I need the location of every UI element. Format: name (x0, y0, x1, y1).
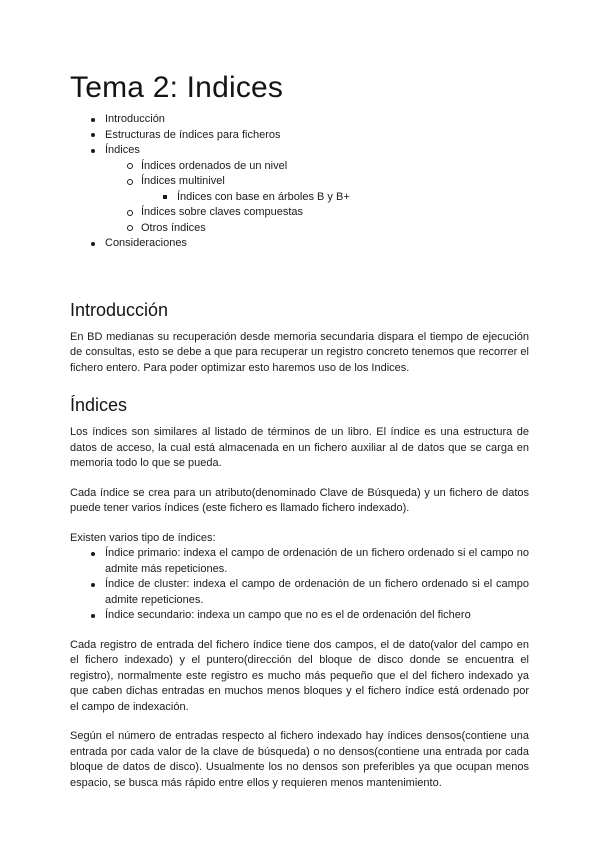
bullet-circle-icon (127, 221, 141, 237)
bullet-square-icon (163, 190, 177, 206)
bullet-disc-icon (91, 546, 105, 562)
outline-item (70, 236, 529, 252)
bullet-circle-icon (127, 159, 141, 175)
list-item-text: Índice secundario: indexa un campo que no es el de ordenación del fichero (105, 609, 471, 621)
bullet-disc-icon (91, 143, 105, 159)
paragraph: Cada registro de entrada del fichero índice tiene dos campos, el de dato(valor del campo en el fichero indexado) y el puntero(dirección del bloque de disco donde se encuentra el registro), normalmente este registro es mucho más pequeño que el del fichero indexado ya que caben dichas entradas en muchos menos bloques y el fichero índice está ordenado por el campo de indexación. (70, 638, 529, 713)
paragraph: Los índices son similares al listado de términos de un libro. El índice es una estructura de datos de acceso, la cual está almacenada en un fichero auxiliar al de datos que se carga en memoria todo lo que se pueda. (70, 426, 529, 469)
document-outline (70, 112, 529, 252)
list-item-text: Índice primario: indexa el campo de ordenación de un fichero ordenado si el campo no admite más repeticiones. (105, 547, 529, 575)
outline-item-label: Estructuras de índices para ficheros (105, 128, 281, 141)
outline-item-label: Consideraciones (105, 237, 187, 249)
paragraph: Según el número de entradas respecto al fichero indexado hay índices densos(contiene una entrada por cada valor de la clave de búsqueda) o no densos(contiene una entrada por cada bloque de datos de disco). Usualmente los no densos son preferibles ya que ocupan menos espacio, se busca más rápido entre ellos y requieren menos mantenimiento. (70, 730, 529, 789)
outline-item-label: Índices ordenados de un nivel (141, 159, 288, 172)
section-introduccion (70, 299, 529, 377)
outline-item (70, 190, 529, 206)
outline-item (70, 205, 529, 221)
list-item (70, 546, 529, 577)
section-heading: Introducción (70, 299, 169, 320)
paragraph: Cada índice se crea para un atributo(denominado Clave de Búsqueda) y un fichero de datos puede tener varios índices (este fichero es llamado fichero indexado). (70, 486, 529, 514)
bullet-disc-icon (91, 128, 105, 144)
outline-item (70, 159, 529, 175)
outline-item (70, 128, 529, 144)
list-item (70, 608, 529, 624)
bullet-circle-icon (127, 205, 141, 221)
index-type-list (70, 546, 529, 624)
section-indices (70, 394, 529, 791)
outline-item-label: Índices sobre claves compuestas (141, 206, 304, 218)
bullet-disc-icon (91, 236, 105, 252)
paragraph: En BD medianas su recuperación desde memoria secundaria dispara el tiempo de ejecución de consultas, esto se debe a que para recuperar un registro concreto tenemos que recorrer el fichero entero. Para poder optimizar esto haremos uso de los Indices. (70, 330, 529, 374)
outline-item (70, 143, 529, 159)
bullet-circle-icon (127, 174, 141, 190)
section-heading: Índices (70, 395, 128, 415)
bullet-disc-icon (91, 577, 105, 593)
outline-item-label: Índices con base en árboles B y B+ (177, 190, 350, 203)
outline-item-label: Introducción (105, 113, 165, 125)
outline-item-label: Otros índices (141, 221, 206, 234)
outline-item (70, 112, 529, 128)
bullet-disc-icon (91, 112, 105, 128)
outline-item-label: Índices multinivel (141, 175, 225, 187)
bullet-disc-icon (91, 608, 105, 624)
paragraph: Existen varios tipo de índices: (70, 531, 216, 544)
outline-item-label: Índices (105, 144, 140, 156)
list-item (70, 577, 529, 608)
outline-item (70, 221, 529, 237)
document-title: Tema 2: Indices (70, 71, 284, 104)
outline-item (70, 174, 529, 190)
list-item-text: Índice de cluster: indexa el campo de ordenación de un fichero ordenado si el campo admite repeticiones. (105, 578, 529, 606)
